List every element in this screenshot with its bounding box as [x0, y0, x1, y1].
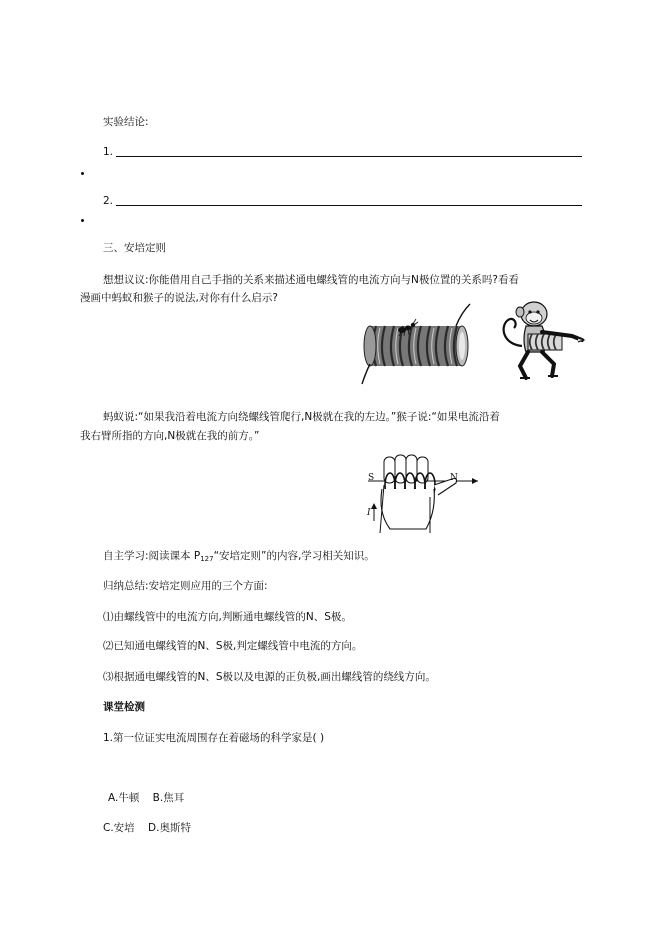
paragraph-mark — [81, 219, 84, 222]
discussion-line-1: 想想议议:你能借用自己手指的关系来描述通电螺线管的电流方向与N极位置的关系吗?看看 — [103, 274, 519, 286]
ant-monkey-line-2: 我右臂所指的方向,N极就在我的前方。” — [80, 430, 260, 442]
application-point-1: ⑴由螺线管中的电流方向,判断通电螺线管的N、S极。 — [103, 611, 352, 623]
figure-label-s: S — [368, 473, 375, 483]
monkey-solenoid-illustration — [492, 296, 588, 382]
question-1: 1.第一位证实电流周围存在着磁场的科学家是( ) — [103, 732, 325, 744]
conclusion-title: 实验结论: — [103, 116, 149, 128]
conclusion-item1-blank — [116, 156, 582, 157]
summary-line: 归纳总结:安培定则应用的三个方面: — [103, 580, 268, 592]
section-heading: 三、安培定则 — [103, 242, 166, 254]
self-study-page: 127 — [200, 555, 214, 563]
conclusion-item1-number: 1. — [103, 146, 114, 158]
right-hand-rule-figure — [360, 455, 490, 535]
solenoid-ant-illustration — [358, 304, 476, 386]
conclusion-item2-blank — [116, 205, 582, 206]
application-point-2: ⑵已知通电螺线管的N、S极,判定螺线管中电流的方向。 — [103, 640, 363, 652]
discussion-line-2: 漫画中蚂蚁和猴子的说法,对你有什么启示? — [80, 292, 278, 304]
conclusion-item2-number: 2. — [103, 195, 114, 207]
question-1-options-row-1: A.牛顿 B.焦耳 — [108, 792, 185, 804]
question-1-options-row-2: C.安培 D.奥斯特 — [103, 822, 191, 834]
self-study-suffix: “安培定则”的内容,学习相关知识。 — [213, 550, 375, 562]
paragraph-mark — [81, 172, 84, 175]
self-study-line — [103, 550, 375, 563]
application-point-3: ⑶根据通电螺线管的N、S极以及电源的正负极,画出螺线管的绕线方向。 — [103, 671, 436, 683]
self-study-prefix: 自主学习:阅读课本 P — [103, 550, 201, 562]
classroom-test-heading: 课堂检测 — [103, 701, 145, 713]
figure-label-i: I — [367, 508, 371, 518]
figure-label-n: N — [450, 473, 458, 483]
ant-monkey-line-1: 蚂蚁说:“如果我沿着电流方向绕螺线管爬行,N极就在我的左边。”猴子说:“如果电流沿着 — [103, 411, 500, 423]
